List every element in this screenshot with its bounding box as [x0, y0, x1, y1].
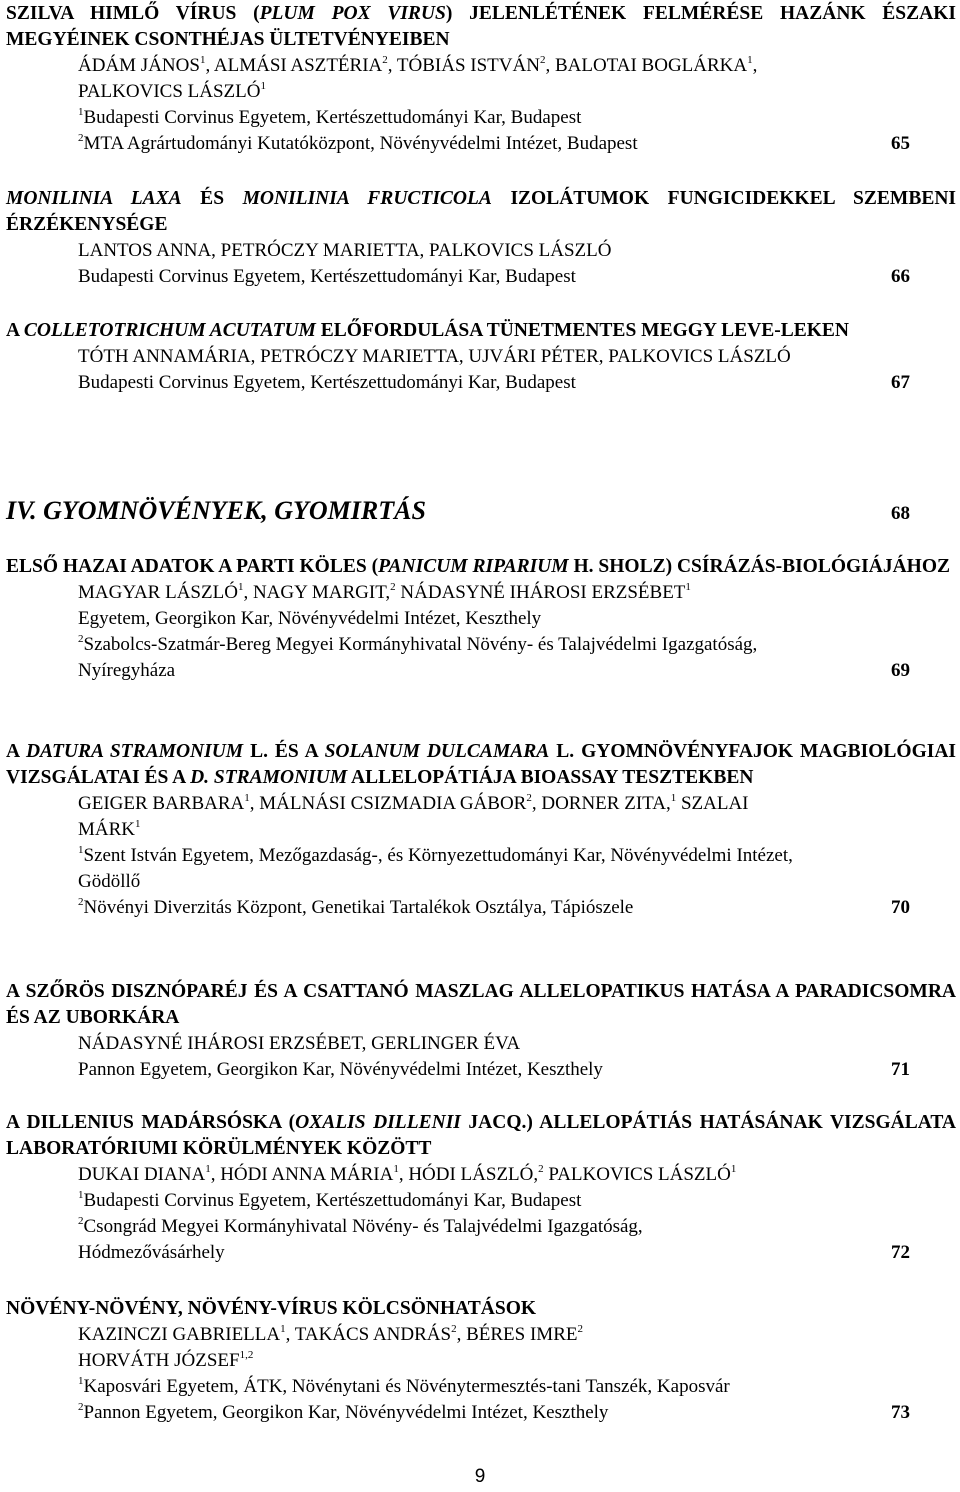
toc-entry [6, 1296, 956, 1426]
entry-title: ELSŐ HAZAI ADATOK A PARTI KÖLES (PANICUM RIPARIUM H. SHOLZ) CSÍRÁZÁS-BIOLÓGIÁJÁHOZ [6, 556, 951, 577]
toc-entry [6, 979, 956, 1083]
entry-authors: KAZINCZI GABRIELLA$^1$, TAKÁCS ANDRÁS$^2$, BÉRES IMRE$^2$ [78, 1323, 583, 1345]
entry-title: A DATURA STRAMONIUM L. ÉS A SOLANUM DULCAMARA L. GYOMNÖVÉNYFAJOK MAGBIOLÓGIAI VIZSGÁLATAI ÉS A D. STRAMONIUM ALLELOPÁTIÁJA BIOASSAY TESZTEKBEN [6, 741, 956, 788]
entry-title: MONILINIA LAXA ÉS MONILINIA FRUCTICOLA IZOLÁTUMOK FUNGICIDEKKEL SZEMBENI ÉRZÉKENYSÉGE [6, 188, 956, 235]
entry-affiliation: $^2$Csongrád Megyei Kormányhivatal Növény- és Talajvédelmi Igazgatóság, [78, 1215, 643, 1237]
entry-affiliation: $^1$Budapesti Corvinus Egyetem, Kertészettudományi Kar, Budapest [78, 106, 582, 128]
entry-authors: NÁDASYNÉ IHÁROSI ERZSÉBET, GERLINGER ÉVA [78, 1033, 521, 1054]
toc-entry [6, 739, 956, 921]
entry-affiliation: $^1$Szent István Egyetem, Mezőgazdaság-, és Környezettudományi Kar, Növényvédelmi Intézet, [78, 844, 793, 866]
toc-entry [6, 1110, 956, 1266]
toc-entry [6, 318, 956, 396]
entry-affiliation: $^2$MTA Agrártudományi Kutatóközpont, Növényvédelmi Intézet, Budapest [78, 132, 638, 154]
entry-affiliation: Hódmezővásárhely [78, 1242, 225, 1263]
entry-title: NÖVÉNY-NÖVÉNY, NÖVÉNY-VÍRUS KÖLCSÖNHATÁSOK [6, 1298, 537, 1319]
entry-affiliation: Budapesti Corvinus Egyetem, Kertészettudományi Kar, Budapest [78, 266, 576, 287]
entry-authors: PALKOVICS LÁSZLÓ$^1$ [78, 80, 266, 102]
entry-authors: DUKAI DIANA$^1$, HÓDI ANNA MÁRIA$^1$, HÓDI LÁSZLÓ,$^2$ PALKOVICS LÁSZLÓ$^1$ [78, 1163, 737, 1185]
entry-title: A DILLENIUS MADÁRSÓSKA (OXALIS DILLENII JACQ.) ALLELOPÁTIÁS HATÁSÁNAK VIZSGÁLATA LABORATÓRIUMI KÖRÜLMÉNYEK KÖZÖTT [6, 1112, 956, 1159]
toc-entry [6, 554, 956, 684]
entry-title: SZILVA HIMLŐ VÍRUS (PLUM POX VIRUS) JELENLÉTÉNEK FELMÉRÉSE HAZÁNK ÉSZAKI MEGYÉINEK CSONTHÉJAS ÜLTETVÉNYEIBEN [6, 3, 956, 50]
entry-affiliation: Budapesti Corvinus Egyetem, Kertészettudományi Kar, Budapest [78, 372, 576, 393]
entry-page-number: 72 [891, 1242, 910, 1263]
entry-affiliation: Nyíregyháza [78, 660, 176, 681]
entry-authors: MÁRK$^1$ [78, 818, 141, 840]
entry-affiliation: $^2$Szabolcs-Szatmár-Bereg Megyei Kormányhivatal Növény- és Talajvédelmi Igazgatóság, [78, 633, 758, 655]
entry-authors: HORVÁTH JÓZSEF$^{1,2}$ [78, 1349, 254, 1371]
page-footer-number: 9 [474, 1466, 486, 1487]
entry-affiliation: Pannon Egyetem, Georgikon Kar, Növényvédelmi Intézet, Keszthely [78, 1059, 603, 1080]
entry-page-number: 67 [891, 372, 910, 393]
toc-entry [6, 1, 956, 157]
entry-authors: ÁDÁM JÁNOS$^1$, ALMÁSI ASZTÉRIA$^2$, TÓBIÁS ISTVÁN$^2$, BALOTAI BOGLÁRKA$^1$, [78, 54, 758, 76]
entry-affiliation: $^2$Pannon Egyetem, Georgikon Kar, Növényvédelmi Intézet, Keszthely [78, 1401, 609, 1423]
section-page-number: 68 [891, 503, 910, 524]
entry-title: A SZŐRÖS DISZNÓPARÉJ ÉS A CSATTANÓ MASZLAG ALLELOPATIKUS HATÁSA A PARADICSOMRA ÉS AZ UBORKÁRA [6, 981, 956, 1028]
entry-authors: TÓTH ANNAMÁRIA, PETRÓCZY MARIETTA, UJVÁRI PÉTER, PALKOVICS LÁSZLÓ [78, 346, 791, 367]
entry-affiliation: Gödöllő [78, 871, 141, 892]
entry-page-number: 73 [891, 1402, 910, 1423]
entry-page-number: 69 [891, 660, 910, 681]
entry-page-number: 66 [891, 266, 910, 287]
entry-authors: MAGYAR LÁSZLÓ$^1$, NAGY MARGIT,$^2$ NÁDASYNÉ IHÁROSI ERZSÉBET$^1$ [78, 581, 691, 603]
entry-affiliation: $^2$Növényi Diverzitás Központ, Genetikai Tartalékok Osztálya, Tápiószele [78, 896, 634, 918]
section-heading [6, 496, 956, 529]
toc-entry [6, 186, 956, 290]
section-title: IV. GYOMNÖVÉNYEK, GYOMIRTÁS [6, 496, 426, 525]
entry-page-number: 71 [891, 1059, 910, 1080]
entry-authors: LANTOS ANNA, PETRÓCZY MARIETTA, PALKOVICS LÁSZLÓ [78, 240, 612, 261]
entry-title: A COLLETOTRICHUM ACUTATUM ELŐFORDULÁSA TÜNETMENTES MEGGY LEVE-LEKEN [6, 320, 850, 341]
entry-affiliation: $^1$Kaposvári Egyetem, ÁTK, Növénytani és Növénytermesztés-tani Tanszék, Kaposvár [78, 1375, 730, 1397]
entry-authors: GEIGER BARBARA$^1$, MÁLNÁSI CSIZMADIA GÁBOR$^2$, DORNER ZITA,$^1$ SZALAI [78, 792, 749, 814]
entry-page-number: 65 [891, 133, 910, 154]
entry-affiliation: $^1$Budapesti Corvinus Egyetem, Kertészettudományi Kar, Budapest [78, 1189, 582, 1211]
entry-page-number: 70 [891, 897, 910, 918]
entry-affiliation: Egyetem, Georgikon Kar, Növényvédelmi Intézet, Keszthely [78, 608, 542, 629]
